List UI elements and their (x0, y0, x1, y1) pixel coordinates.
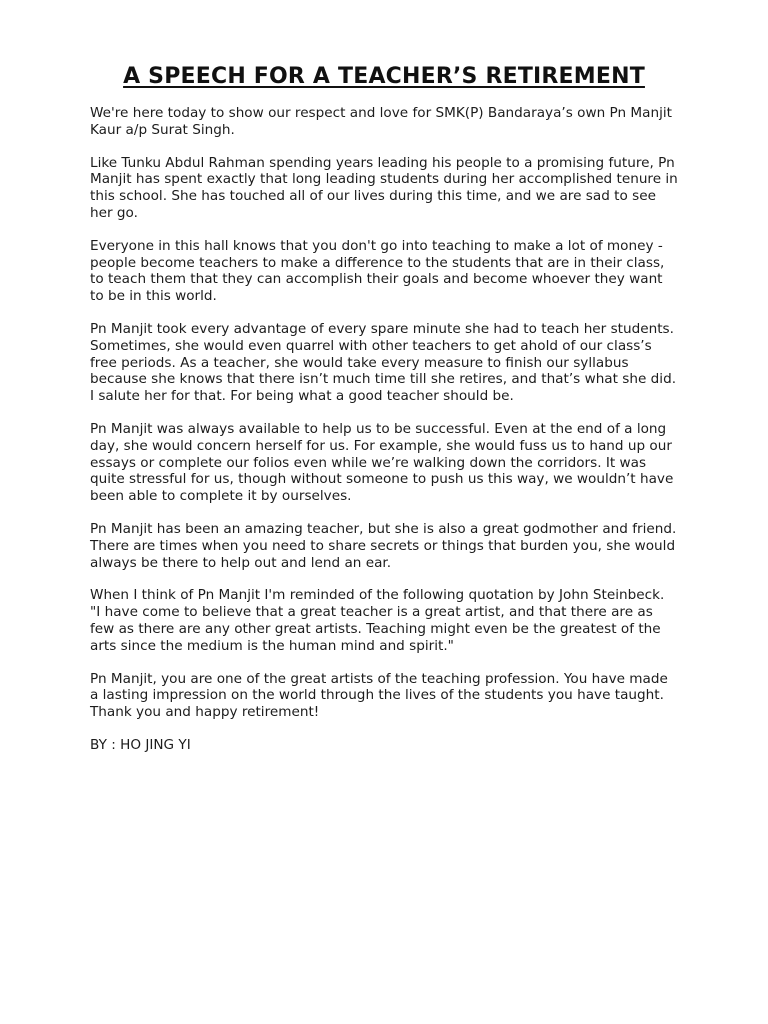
paragraph-teaching-purpose: Everyone in this hall knows that you don't go into teaching to make a lot of money - people become teachers to make a difference to the students that are in their class, to teach them that they can accomplish their goals and become whoever they want to be in this world. (90, 237, 665, 305)
paragraph-closing: Pn Manjit, you are one of the great artists of the teaching profession. You have made a lasting impression on the world through the lives of the students you have taught. Thank you and happy retirement! (90, 670, 668, 721)
document-title: A SPEECH FOR A TEACHER’S RETIREMENT (123, 64, 645, 89)
paragraph-always-available: Pn Manjit was always available to help us to be successful. Even at the end of a long day, she would concern herself for us. For example, she would fuss us to hand up our essays or complete our folios even while we’re walking down the corridors. It was quite stressful for us, though without someone to push us this way, we wouldn’t have been able to complete it by ourselves. (90, 420, 674, 505)
author-byline: BY : HO JING YI (90, 736, 191, 753)
paragraph-godmother-friend: Pn Manjit has been an amazing teacher, but she is also a great godmother and friend. There are times when you need to share secrets or things that burden you, she would always be there to help out and lend an ear. (90, 520, 677, 571)
paragraph-tunku-comparison: Like Tunku Abdul Rahman spending years leading his people to a promising future, Pn Manjit has spent exactly that long leading students during her accomplished tenure in this school. She has touched all of our lives during this time, and we are sad to see her go. (90, 154, 678, 221)
paragraph-intro: We're here today to show our respect and love for SMK(P) Bandaraya’s own Pn Manjit Kaur a/p Surat Singh. (90, 105, 672, 138)
paragraph-steinbeck-quote: When I think of Pn Manjit I'm reminded of the following quotation by John Steinbeck. "I have come to believe that a great teacher is a great artist, and that there are as few as there are any other great artists. Teaching might even be the greatest of the arts since the medium is the human mind and spirit." (90, 587, 665, 654)
paragraph-spare-minutes: Pn Manjit took every advantage of every spare minute she had to teach her students. Sometimes, she would even quarrel with other teachers to get ahold of our class’s free periods. As a teacher, she would take every measure to finish our syllabus because she knows that there isn’t much time till she retires, and that’s what she did. I salute her for that. For being what a good teacher should be. (90, 320, 677, 405)
